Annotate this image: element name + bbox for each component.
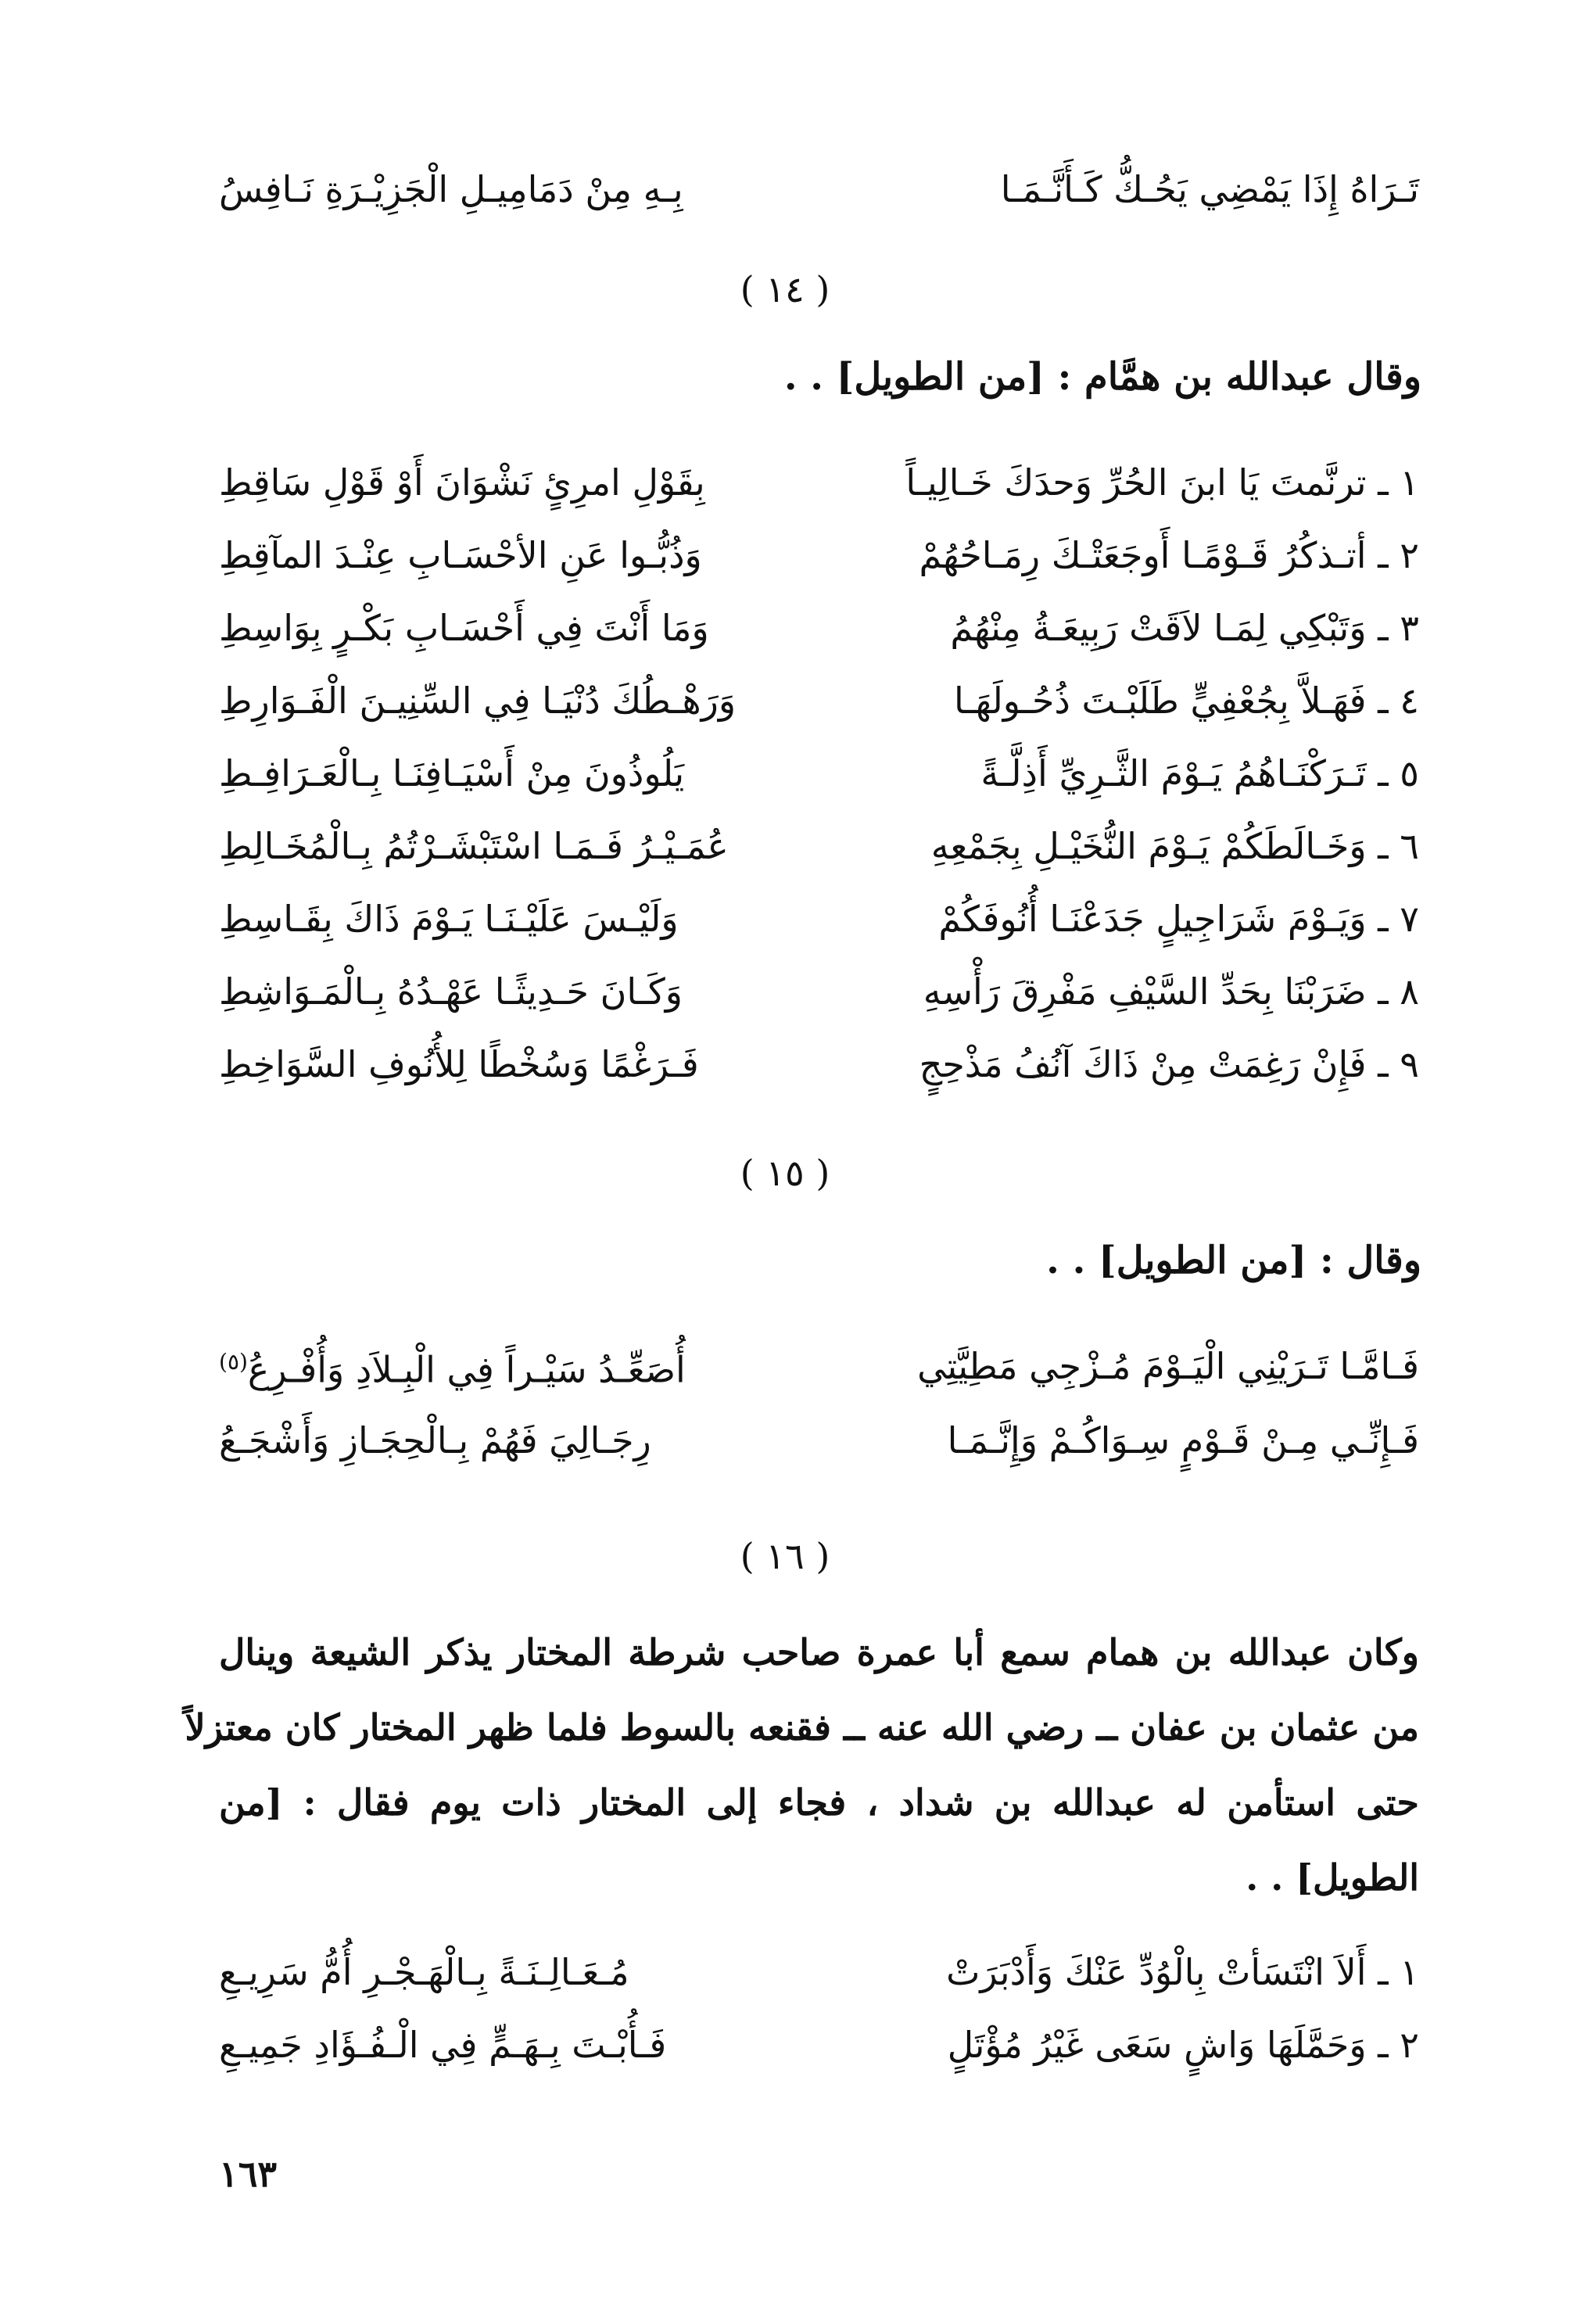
verse-first-hemistich: ٣ ـ وَتَبْكِي لِمَـا لاَقَتْ رَبِيعَـةُ مِنْهُمُ bbox=[950, 607, 1419, 649]
section-number: ( ١٥ ) bbox=[740, 1152, 830, 1194]
verse-second-hemistich: وَكَـانَ حَـدِيثًـا عَهْـدُهُ بِـالْمَـوَاشِطِ bbox=[219, 970, 683, 1013]
verse-line bbox=[219, 959, 1419, 1024]
verse-second-hemistich: فَـرَغْمًا وَسُخْطًا لِلأُنُوفِ السَّوَاخِطِ bbox=[219, 1043, 699, 1085]
prose-line: حتى استأمن له عبدالله بن شداد ، فجاء إلى المختار ذات يوم فقال : [من bbox=[219, 1781, 1419, 1824]
verse-first-hemistich: ٦ ـ وَخَـالَطَكُمْ يَـوْمَ النُّخَيْـلِ بِجَمْعِهِ bbox=[930, 825, 1419, 867]
verse-first-hemistich: فَـامَّـا تَـرَيْنِي الْيَـوْمَ مُـزْجِي مَطِيَّتِي bbox=[917, 1345, 1419, 1387]
verse-second-hemistich: وَمَا أَنْتَ فِي أَحْسَـابِ بَكْـرٍ بِوَاسِطِ bbox=[219, 607, 709, 649]
verse-line bbox=[219, 741, 1419, 806]
verse-second-hemistich: وَلَيْـسَ عَلَيْـنَـا يَـوْمَ ذَاكَ بِقَـاسِطِ bbox=[219, 898, 679, 940]
verse-first-hemistich: ١ ـ أَلاَ انْتَسَأتْ بِالْوُدِّ عَنْكَ وَأَدْبَرَتْ bbox=[946, 1951, 1419, 1993]
verse-line bbox=[219, 668, 1419, 733]
section-number: ( ١٦ ) bbox=[740, 1535, 830, 1577]
verse-line bbox=[219, 156, 1419, 222]
verse-second-hemistich: يَلُوذُونَ مِنْ أَسْيَـافِنَـا بِـالْعَـرَافِـطِ bbox=[219, 752, 685, 794]
verse-line bbox=[219, 2012, 1419, 2078]
verse-second-hemistich: وَرَهْـطُكَ دُنْيَـا فِي السِّنِيـنَ الْفَـوَارِطِ bbox=[219, 680, 737, 722]
verse-second-hemistich: مُـعَـالِـنَـةً بِـالْهَـجْـرِ أُمُّ سَرِيـعِ bbox=[219, 1951, 629, 1993]
verse-first-hemistich: ٢ ـ أتـذكُرُ قَـوْمًـا أَوجَعَتْـكَ رِمَـاحُهُمْ bbox=[919, 534, 1419, 576]
verse-line bbox=[219, 522, 1419, 588]
verse-first-hemistich: فَـإِنِّـي مِـنْ قَـوْمٍ سِـوَاكُـمْ وَإِنَّـمَـا bbox=[947, 1419, 1419, 1461]
verse-second-hemistich: فَـأُبْـتَ بِـهَـمٍّ فِي الْـفُـؤَادِ جَمِيـعِ bbox=[219, 2024, 667, 2066]
verse-second-hemistich: بِقَوْلِ امرِئٍ نَشْوَانَ أَوْ قَوْلِ سَاقِطِ bbox=[219, 461, 705, 504]
verse-first-hemistich: تَـرَاهُ إِذَا يَمْضِي يَحُـكُّ كَـأَنَّـمَـا bbox=[1000, 168, 1419, 210]
verse-first-hemistich: ٧ ـ وَيَـوْمَ شَرَاجِيلٍ جَدَعْنَـا أُنُوفَكُمْ bbox=[938, 898, 1419, 940]
section-number: ( ١٤ ) bbox=[740, 268, 830, 310]
prose-line: من عثمان بن عفان ــ رضي الله عنه ــ فقنعه بالسوط فلما ظهر المختار كان معتزلاً bbox=[185, 1706, 1419, 1748]
verse-second-hemistich: بِـهِ مِنْ دَمَامِيـلِ الْجَزِيْـرَةِ نَـافِسُ bbox=[219, 168, 683, 210]
page-number: ١٦٣ bbox=[219, 2153, 278, 2195]
section-intro: وقال عبدالله بن همَّام : [من الطويل] . . bbox=[783, 355, 1421, 399]
verse-line bbox=[219, 1031, 1419, 1097]
verse-second-hemistich: عُمَـيْـرُ فَـمَـا اسْتَبْشَـرْتُمُ بِـالْمُخَـالِطِ bbox=[219, 825, 729, 867]
footnote-marker: (٥) bbox=[219, 1349, 248, 1375]
verse-first-hemistich: ٩ ـ فَإِنْ رَغِمَتْ مِنْ ذَاكَ آنُفُ مَذْحِجٍ bbox=[919, 1043, 1419, 1085]
verse-second-hemistich bbox=[219, 1329, 770, 1402]
prose-line: وكان عبدالله بن همام سمع أبا عمرة صاحب شرطة المختار يذكر الشيعة وينال bbox=[219, 1631, 1419, 1673]
section-intro: وقال : [من الطويل] . . bbox=[1046, 1239, 1421, 1282]
verse-line bbox=[219, 813, 1419, 879]
prose-line: الطويل] . . bbox=[1246, 1856, 1419, 1899]
verse-first-hemistich: ٤ ـ فَهَـلاَّ بِجُعْفِيٍّ طَلَبْـتَ ذُحُـولَهَـا bbox=[954, 680, 1419, 722]
verse-line bbox=[219, 1333, 1419, 1399]
verse-first-hemistich: ٥ ـ تَـرَكْنَـاهُمُ يَـوْمَ الثَّـرِيِّ أَذِلَّـةً bbox=[980, 752, 1419, 794]
verse-first-hemistich: ١ ـ ترنَّمتَ يَا ابنَ الحُرِّ وَحدَكَ خَـالِيـاً bbox=[905, 461, 1419, 504]
verse-second-hemistich: وَذُبُّـوا عَنِ الأحْسَـابِ عِنْـدَ المآقِطِ bbox=[219, 534, 702, 576]
verse-line bbox=[219, 1939, 1419, 2005]
verse-line bbox=[219, 886, 1419, 952]
verse-first-hemistich: ٨ ـ ضَرَبْنَا بِحَدِّ السَّيْفِ مَفْرِقَ رَأْسِهِ bbox=[923, 970, 1419, 1013]
verse-first-hemistich: ٢ ـ وَحَمَّلَهَا وَاشٍ سَعَى غَيْرُ مُؤْتَلٍ bbox=[947, 2024, 1419, 2066]
verse-line bbox=[219, 1408, 1419, 1473]
verse-line bbox=[219, 450, 1419, 515]
verse-line bbox=[219, 595, 1419, 661]
verse-text: أُصَعِّـدُ سَيْـراً فِي الْبِـلاَدِ وَأُفْـرِعُ bbox=[247, 1348, 686, 1391]
verse-second-hemistich: رِجَـالِيَ فَهُمْ بِـالْحِجَـازِ وَأَشْجَـعُ bbox=[219, 1419, 651, 1461]
